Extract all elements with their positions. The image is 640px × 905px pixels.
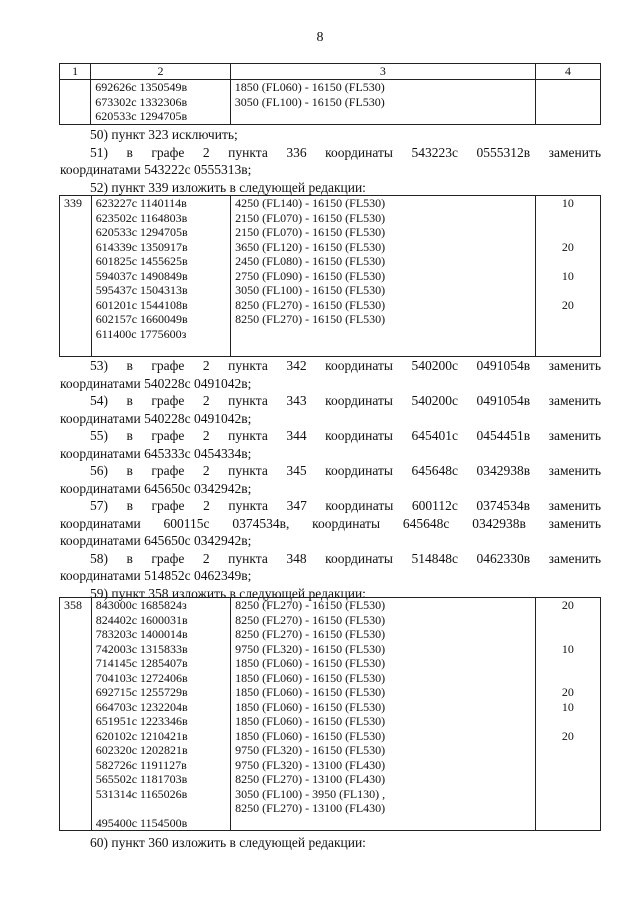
paragraph-50: 50) пункт 323 исключить; bbox=[90, 127, 238, 142]
coordinate-pair bbox=[96, 801, 230, 816]
table-continuation bbox=[59, 63, 601, 125]
point-number-cell bbox=[60, 80, 91, 125]
altitude-range: 8250 (FL270) - 16150 (FL530) bbox=[235, 297, 386, 312]
corridor-width bbox=[536, 613, 600, 628]
coordinate-pair: 531314с 1165026в bbox=[95, 786, 188, 801]
corridor-width: 20 bbox=[561, 239, 574, 254]
altitude-range: 1850 (FL060) - 16150 (FL530) bbox=[234, 80, 385, 94]
altitude-range: 2150 (FL070) - 16150 (FL530) bbox=[235, 210, 386, 225]
coordinate-pair: 714145с 1285407в bbox=[95, 656, 188, 670]
table-point-358 bbox=[59, 597, 601, 831]
width-cell bbox=[535, 196, 600, 357]
coordinate-pair: 824402с 1600031в bbox=[95, 612, 188, 627]
levels-cell bbox=[230, 80, 535, 125]
corridor-width: 20 bbox=[561, 297, 574, 312]
paragraph-53-line-2: координатами 540228с 0491042в; bbox=[60, 375, 252, 391]
altitude-range bbox=[235, 327, 535, 342]
altitude-range: 8250 (FL270) - 16150 (FL530) bbox=[235, 312, 386, 326]
corridor-width bbox=[536, 772, 600, 787]
altitude-range: 1850 (FL060) - 16150 (FL530) bbox=[235, 728, 386, 743]
corridor-width: 10 bbox=[561, 268, 574, 283]
coordinate-pair: 595437с 1504313в bbox=[95, 283, 188, 297]
coordinate-pair: 601201с 1544108в bbox=[95, 297, 188, 312]
coordinate-pair: 843000с 1685824з bbox=[95, 598, 187, 612]
corridor-width: 10 bbox=[561, 641, 574, 656]
corridor-width bbox=[536, 327, 600, 342]
altitude-range: 4250 (FL140) - 16150 (FL530) bbox=[235, 196, 386, 210]
altitude-range: 8250 (FL270) - 13100 (FL430) bbox=[235, 801, 386, 815]
paragraph-51-line-1: 51) в графе 2 пункта 336 координаты 543223с 0555312в заменить bbox=[90, 144, 601, 160]
table-row bbox=[60, 80, 601, 125]
coordinates-cell bbox=[91, 196, 230, 357]
coordinate-pair: 602157с 1660049в bbox=[95, 312, 188, 326]
header-col-1: 1 bbox=[60, 64, 91, 80]
corridor-width: 20 bbox=[561, 685, 574, 699]
levels-cell bbox=[231, 196, 536, 357]
corridor-width bbox=[536, 225, 600, 240]
coordinate-pair: 620533с 1294705в bbox=[95, 225, 188, 239]
altitude-range: 2750 (FL090) - 16150 (FL530) bbox=[235, 268, 386, 283]
corridor-width bbox=[536, 95, 600, 110]
altitude-range: 9750 (FL320) - 13100 (FL430) bbox=[235, 757, 386, 772]
coordinate-pair: 620102с 1210421в bbox=[95, 728, 188, 743]
corridor-width bbox=[536, 109, 600, 124]
coordinate-pair: 614339с 1350917в bbox=[95, 239, 188, 254]
corridor-width: 20 bbox=[561, 598, 574, 612]
table-row bbox=[60, 598, 601, 831]
coordinate-pair bbox=[96, 341, 230, 356]
corridor-width bbox=[536, 714, 600, 729]
width-cell bbox=[535, 80, 600, 125]
corridor-width: 10 bbox=[561, 196, 574, 210]
paragraph-56-line-1: 56) в графе 2 пункта 345 координаты 645648с 0342938в заменить bbox=[90, 463, 601, 478]
coordinates-cell bbox=[91, 80, 231, 125]
coordinate-pair: 611400с 1775600з bbox=[95, 326, 187, 341]
coordinate-pair: 495400с 1154500в bbox=[95, 815, 188, 830]
amendments-block-1 bbox=[60, 126, 601, 196]
paragraph-57-line-1: 57) в графе 2 пункта 347 координаты 600112с 0374534в заменить bbox=[90, 498, 601, 513]
coordinate-pair: 594037с 1490849в bbox=[95, 268, 188, 283]
altitude-range: 3050 (FL100) - 16150 (FL530) bbox=[234, 94, 385, 109]
paragraph-55-line-1: 55) в графе 2 пункта 344 координаты 645401с 0454451в заменить bbox=[90, 428, 601, 443]
paragraph-54-line-2: координатами 540228с 0491042в; bbox=[60, 410, 252, 426]
paragraph-56-line-2: координатами 645650с 0342942в; bbox=[60, 480, 252, 496]
paragraph-52: 52) пункт 339 изложить в следующей редакции: bbox=[90, 179, 366, 195]
corridor-width bbox=[536, 743, 600, 758]
corridor-width bbox=[536, 80, 600, 95]
altitude-range bbox=[235, 109, 535, 124]
corridor-width bbox=[536, 801, 600, 816]
header-col-4: 4 bbox=[535, 64, 600, 80]
paragraph-57-line-2: координатами 600115с 0374534в, координаты 645648с 0342938в заменить bbox=[60, 515, 601, 531]
coordinate-pair: 620533с 1294705в bbox=[95, 109, 188, 123]
corridor-width bbox=[536, 211, 600, 226]
header-col-2: 2 bbox=[91, 64, 231, 80]
table-row bbox=[60, 196, 601, 357]
coordinate-pair: 692626с 1350549в bbox=[95, 80, 188, 94]
corridor-width bbox=[536, 627, 600, 642]
altitude-range: 9750 (FL320) - 16150 (FL530) bbox=[235, 641, 386, 656]
altitude-range: 9750 (FL320) - 16150 (FL530) bbox=[235, 743, 386, 757]
altitude-range: 3650 (FL120) - 16150 (FL530) bbox=[235, 239, 386, 254]
table-point-339 bbox=[59, 195, 601, 357]
coordinate-pair: 623227с 1140114в bbox=[95, 196, 187, 210]
corridor-width bbox=[536, 341, 600, 356]
altitude-range: 8250 (FL270) - 16150 (FL530) bbox=[235, 598, 386, 612]
coordinate-pair: 664703с 1232204в bbox=[95, 699, 188, 714]
amendments-block-2 bbox=[60, 357, 601, 602]
coordinate-pair: 651951с 1223346в bbox=[95, 714, 188, 728]
corridor-width: 10 bbox=[561, 699, 574, 714]
paragraph-57-line-3: координатами 645650с 0342942в; bbox=[60, 533, 252, 548]
altitude-range: 2450 (FL080) - 16150 (FL530) bbox=[235, 254, 386, 268]
paragraph-58-line-1: 58) в графе 2 пункта 348 координаты 514848с 0462330в заменить bbox=[90, 550, 601, 566]
coordinate-pair: 742003с 1315833в bbox=[95, 641, 188, 656]
page-number: 8 bbox=[316, 30, 324, 45]
corridor-width bbox=[536, 312, 600, 327]
paragraph-51-line-2: координатами 543222с 0555313в; bbox=[60, 162, 252, 177]
altitude-range: 3050 (FL100) - 16150 (FL530) bbox=[235, 283, 386, 297]
point-number-cell: 339 bbox=[60, 196, 92, 357]
corridor-width bbox=[536, 283, 600, 298]
altitude-range: 1850 (FL060) - 16150 (FL530) bbox=[235, 656, 386, 670]
coordinate-pair: 582726с 1191127в bbox=[95, 757, 187, 772]
coordinate-pair: 692715с 1255729в bbox=[95, 685, 188, 699]
point-number-cell: 358 bbox=[60, 598, 92, 831]
coordinate-pair: 673302с 1332306в bbox=[95, 94, 188, 109]
altitude-range: 2150 (FL070) - 16150 (FL530) bbox=[235, 225, 386, 239]
amendments-block-3 bbox=[60, 834, 601, 852]
levels-cell bbox=[231, 598, 536, 831]
coordinate-pair: 704103с 1272406в bbox=[95, 670, 188, 685]
altitude-range bbox=[235, 341, 535, 356]
paragraph-59: 59) пункт 358 изложить в следующей редакции: bbox=[90, 585, 366, 601]
header-col-3: 3 bbox=[230, 64, 535, 80]
width-cell bbox=[535, 598, 600, 831]
corridor-width bbox=[536, 758, 600, 773]
altitude-range: 3050 (FL100) - 3950 (FL130) , bbox=[235, 786, 386, 801]
coordinate-pair: 623502с 1164803в bbox=[95, 210, 188, 225]
altitude-range: 8250 (FL270) - 16150 (FL530) bbox=[235, 612, 386, 627]
paragraph-54-line-1: 54) в графе 2 пункта 343 координаты 540200с 0491054в заменить bbox=[90, 393, 601, 408]
paragraph-55-line-2: координатами 645333с 0454334в; bbox=[60, 445, 252, 461]
altitude-range: 1850 (FL060) - 16150 (FL530) bbox=[235, 670, 386, 685]
altitude-range: 8250 (FL270) - 13100 (FL430) bbox=[235, 772, 386, 786]
corridor-width bbox=[536, 671, 600, 686]
paragraph-60: 60) пункт 360 изложить в следующей редакции: bbox=[90, 835, 366, 850]
corridor-width bbox=[536, 787, 600, 802]
altitude-range: 1850 (FL060) - 16150 (FL530) bbox=[235, 685, 386, 699]
altitude-range: 1850 (FL060) - 16150 (FL530) bbox=[235, 699, 386, 714]
coordinate-pair: 783203с 1400014в bbox=[95, 627, 188, 641]
table-header-row bbox=[60, 64, 601, 80]
corridor-width bbox=[536, 656, 600, 671]
coordinate-pair: 602320с 1202821в bbox=[95, 743, 188, 757]
corridor-width bbox=[536, 816, 600, 831]
altitude-range: 1850 (FL060) - 16150 (FL530) bbox=[235, 714, 386, 728]
corridor-width bbox=[536, 254, 600, 269]
corridor-width: 20 bbox=[561, 728, 574, 743]
paragraph-58-line-2: координатами 514852с 0462349в; bbox=[60, 568, 252, 583]
coordinate-pair: 565502с 1181703в bbox=[95, 772, 188, 786]
paragraph-53-line-1: 53) в графе 2 пункта 342 координаты 540200с 0491054в заменить bbox=[90, 358, 601, 373]
altitude-range bbox=[235, 816, 535, 831]
coordinates-cell bbox=[91, 598, 230, 831]
coordinate-pair: 601825с 1455625в bbox=[95, 254, 188, 268]
altitude-range: 8250 (FL270) - 16150 (FL530) bbox=[235, 627, 386, 641]
